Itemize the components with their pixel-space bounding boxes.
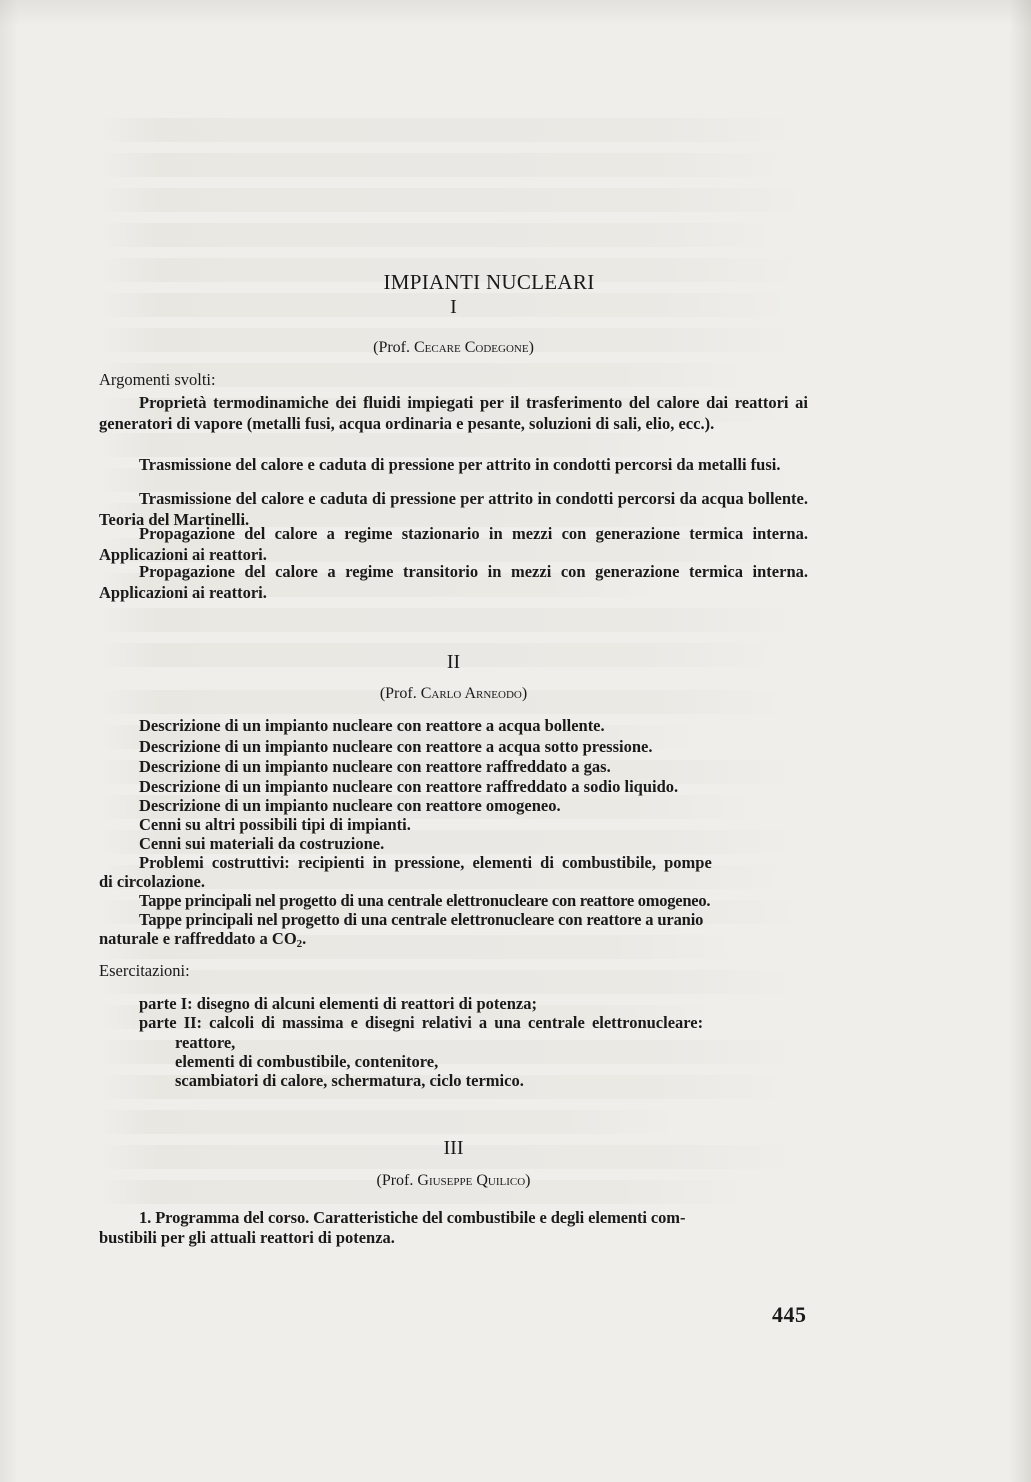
tappe-line-3-end: . <box>302 929 307 948</box>
problemi-text-1: Problemi costruttivi: recipienti in pressione, elementi di combustibile, pompe <box>139 853 712 872</box>
section-2-professor <box>99 684 808 705</box>
section-2-prof-suffix: ) <box>521 685 528 702</box>
tappe-line-2: Tappe principali nel progetto di una centrale elettronucleare con reattore a uranio <box>139 910 704 929</box>
section-2-line: Descrizione di un impianto nucleare con reattore raffreddato a sodio liquido. <box>139 777 679 796</box>
section-3-prof-name: Giuseppe Quilico <box>417 1172 526 1189</box>
section-2-line: Cenni sui materiali da costruzione. <box>139 834 385 853</box>
section-2-numeral: II <box>446 651 461 673</box>
section-2-line: Descrizione di un impianto nucleare con reattore a acqua bollente. <box>139 716 605 735</box>
exercise-item: elementi di combustibile, contenitore, <box>175 1052 439 1071</box>
page-title: IMPIANTI NUCLEARI <box>383 270 595 294</box>
page-number: 445 <box>772 1302 807 1327</box>
section-3-prof-suffix: ) <box>525 1172 531 1189</box>
section-1-numeral: I <box>450 296 457 318</box>
co2-subscript: 2 <box>296 938 303 950</box>
tappe-line-1: Tappe principali nel progetto di una centrale elettronucleare con reattore omogeneo. <box>139 891 711 910</box>
exercise-part-1: parte I: disegno di alcuni elementi di reattori di potenza; <box>139 994 537 1013</box>
section-1-prof-prefix: (Prof. <box>373 339 410 356</box>
section-2-prof-name: Carlo Arneodo <box>420 685 522 702</box>
section-3-numeral: III <box>443 1137 464 1159</box>
exercises-label: Esercitazioni: <box>99 961 190 980</box>
section-1-paragraph: Propagazione del calore a regime transitorio in mezzi con generazione termica interna. Applicazioni ai reattori. <box>99 562 808 602</box>
exercise-part-2: parte II: calcoli di massima e disegni relativi a una centrale elettronucleare: <box>139 1013 704 1032</box>
exercise-item: scambiatori di calore, schermatura, ciclo termico. <box>175 1071 524 1090</box>
section-2-line: Descrizione di un impianto nucleare con reattore raffreddato a gas. <box>139 757 611 776</box>
problemi-line-2: di circolazione. <box>99 872 206 891</box>
section-3-professor <box>99 1171 808 1192</box>
topics-label: Argomenti svolti: <box>99 370 216 389</box>
section-2-prof-prefix: (Prof. <box>379 685 417 702</box>
section-1-paragraph: Trasmissione del calore e caduta di pressione per attrito in condotti percorsi da metalli fusi. <box>139 455 781 474</box>
section-2-line: Cenni su altri possibili tipi di impianti. <box>139 815 411 834</box>
section-3-prof-prefix: (Prof. <box>376 1172 414 1189</box>
section-1-prof-name: Cecare Codegone <box>414 339 529 356</box>
section-2-line: Descrizione di un impianto nucleare con reattore a acqua sotto pressione. <box>139 737 653 756</box>
section-1-professor <box>99 338 808 359</box>
section-1-prof-suffix: ) <box>528 339 534 356</box>
section-3-item-1-line-2: bustibili per gli attuali reattori di potenza. <box>99 1228 395 1247</box>
exercise-item: reattore, <box>175 1033 236 1052</box>
section-1-paragraph: Propagazione del calore a regime stazionario in mezzi con generazione termica interna. Applicazioni ai reattori. <box>99 524 808 564</box>
tappe-line-3 <box>99 929 808 955</box>
tappe-line-3-text: naturale e raffreddato a CO <box>99 929 297 948</box>
section-1-paragraph: Proprietà termodinamiche dei fluidi impiegati per il trasferimento del calore dai reattori ai generatori di vapore (metalli fusi, acqua ordinaria e pesante, soluzioni di sali, elio, ecc.). <box>99 393 808 433</box>
section-3-item-1-line-1: 1. Programma del corso. Caratteristiche del combustibile e degli elementi com- <box>139 1208 686 1227</box>
problemi-line-1 <box>139 853 808 874</box>
section-1-paragraph: Trasmissione del calore e caduta di pressione per attrito in condotti percorsi da acqua bollente. Teoria del Martinelli. <box>99 489 808 529</box>
section-2-line: Descrizione di un impianto nucleare con reattore omogeneo. <box>139 796 561 815</box>
